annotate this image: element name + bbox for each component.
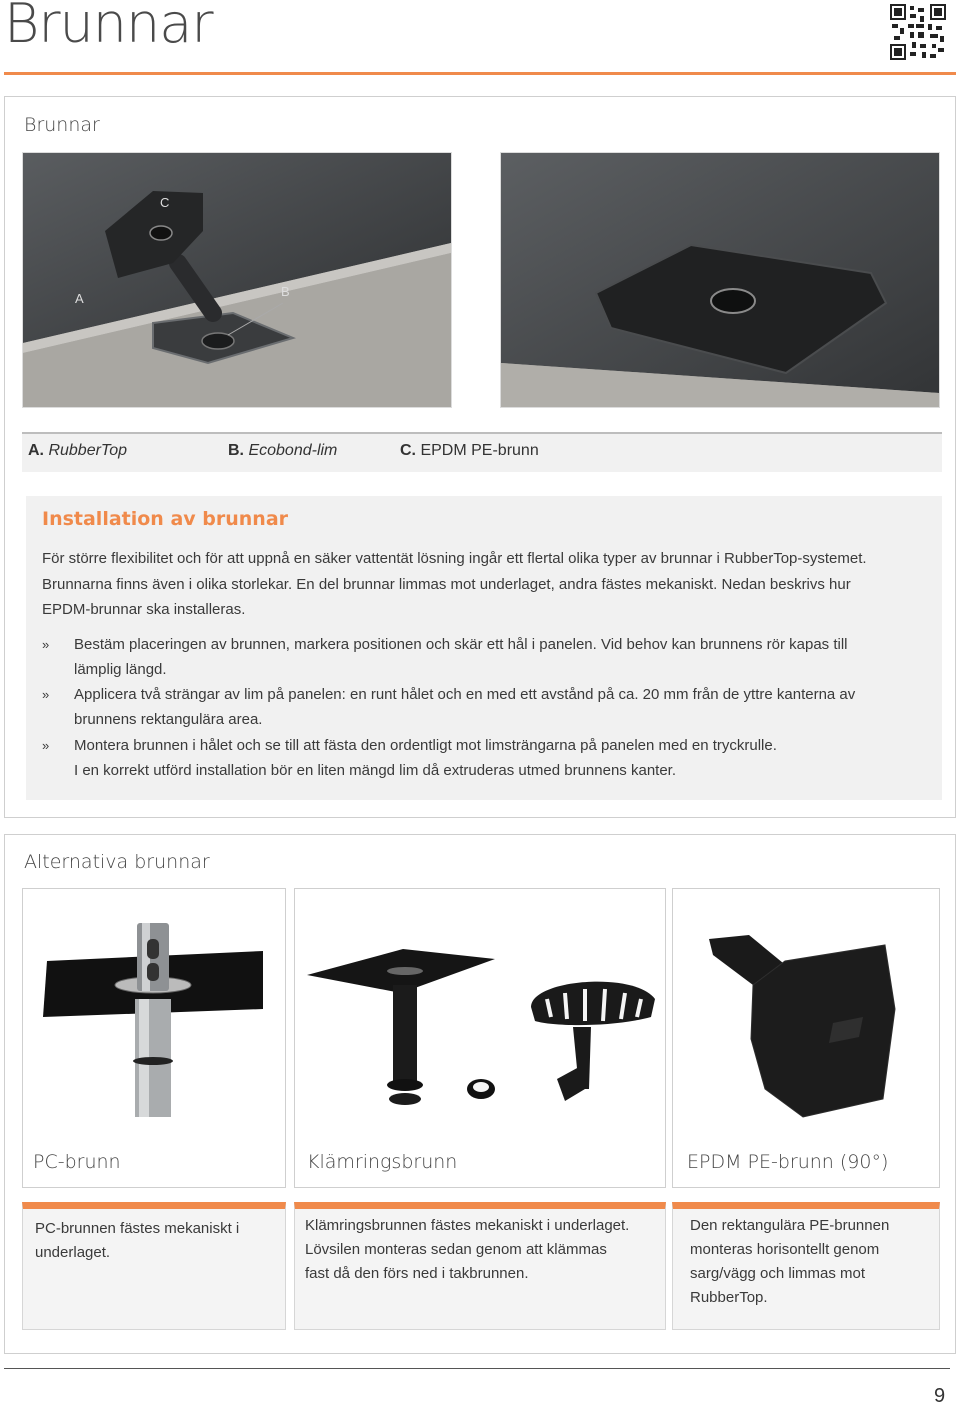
product-card-klamringsbrunn: [294, 888, 666, 1188]
product-title: PC-brunn: [33, 1151, 121, 1173]
photo-label-a: A: [75, 291, 84, 306]
installation-photo: [22, 152, 452, 408]
header-divider: [4, 72, 956, 75]
product-card-pc-brunn: [22, 888, 286, 1188]
drain-installed-photo: [500, 152, 940, 408]
installation-paragraph: För större flexibilitet och för att uppnå en säker vattentät lösning ingår ett flertal olika typer av brunnar i RubberTop-systemet. Brunnarna finns även i olika storlekar. En del brunnar limmas mot underlaget, andra fästes mekaniskt. Nedan beskrivs hur EPDM-brunnar ska installeras.: [42, 550, 867, 618]
product-card-epdm-pe-brunn: [672, 888, 940, 1188]
description-pc-brunn: [22, 1202, 286, 1330]
caption-c: C. EPDM PE-brunn: [400, 442, 539, 459]
section-title: Brunnar: [24, 114, 100, 136]
page-number: 9: [934, 1385, 946, 1407]
caption-a: A. RubberTop: [28, 442, 128, 459]
caption-b: B. Ecobond-lim: [228, 442, 338, 459]
page-title: Brunnar: [4, 0, 213, 55]
product-title: Klämringsbrunn: [307, 1151, 458, 1173]
epdm-pe-brunn-image: [673, 889, 939, 1129]
section-title: Alternativa brunnar: [24, 851, 210, 873]
klamringsbrunn-image: [295, 889, 665, 1129]
product-title: EPDM PE-brunn (90°): [687, 1151, 889, 1173]
pc-brunn-image: [23, 889, 285, 1129]
photo-label-b: B: [281, 284, 290, 299]
description-text: Klämringsbrunnen fästes mekaniskt i underlaget. Lövsilen monteras sedan genom att klämmas fast då den förs ned i takbrunnen.: [305, 1217, 630, 1282]
qr-code-icon: [890, 4, 946, 60]
installation-title: Installation av brunnar: [42, 508, 289, 530]
description-text: PC-brunnen fästes mekaniskt i underlaget.: [35, 1220, 240, 1261]
description-epdm-pe-brunn: [672, 1202, 940, 1330]
photo-label-c: C: [160, 195, 170, 210]
description-klamringsbrunn: [294, 1202, 666, 1330]
footer-divider: [4, 1368, 950, 1369]
description-text: Den rektangulära PE-brunnen monteras horisontellt genom sarg/vägg och limmas mot RubberTop.: [690, 1217, 890, 1306]
